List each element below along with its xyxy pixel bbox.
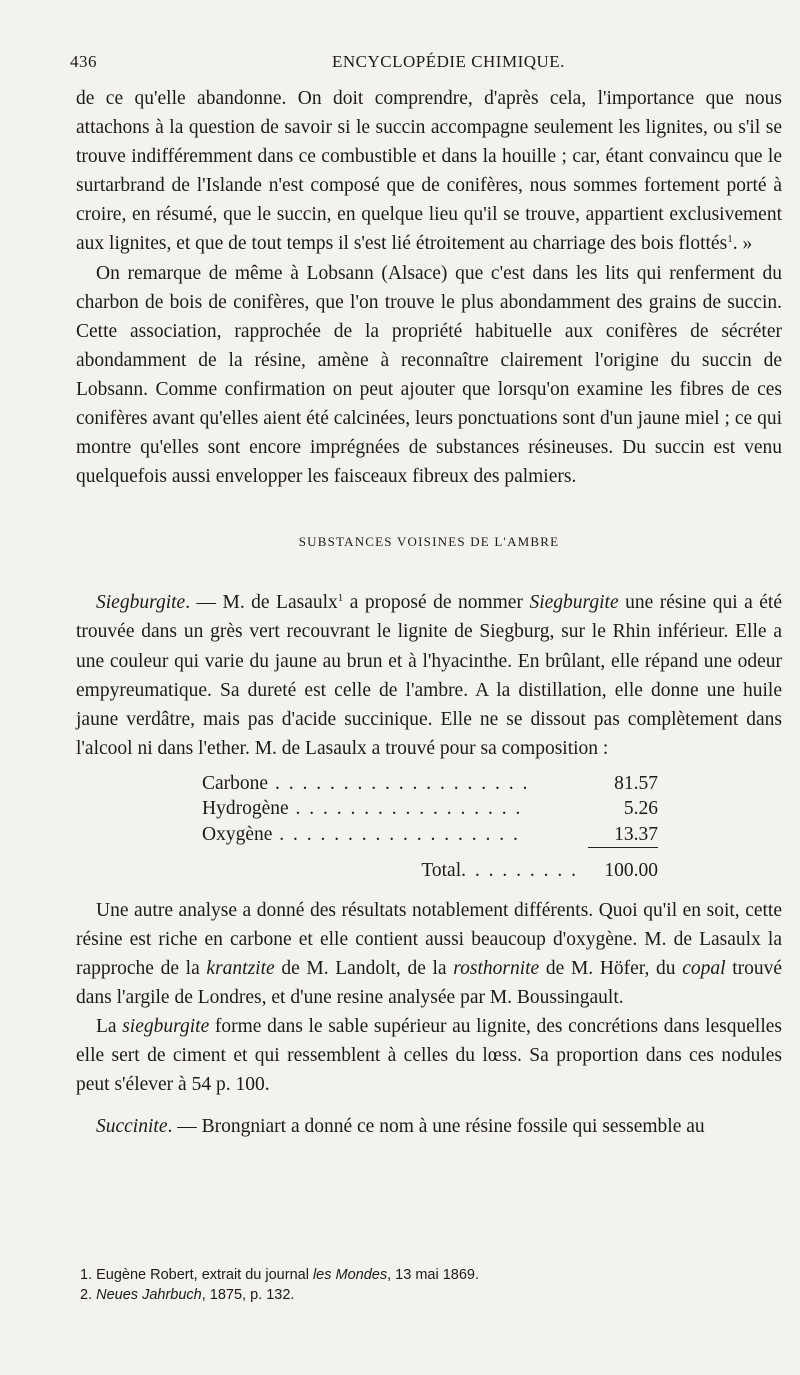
concretions-paragraph: La siegburgite forme dans le sable supérieur au lignite, des concrétions dans lesquelles elle sert de ciment et qui ressemblent à celles du lœss. Sa proportion dans ces nodules peut s'élever à 54 p. 100. (76, 1016, 782, 1096)
succinite-paragraph: Succinite. — Brongniart a donné ce nom à une résine fossile qui sessemble au (96, 1115, 705, 1137)
term-siegburgite: Siegburgite (96, 592, 186, 614)
element-value: 81.57 (614, 772, 658, 794)
footnotes (80, 1265, 780, 1305)
element-value: 13.37 (614, 823, 658, 845)
total-value: 100.00 (588, 848, 658, 884)
journal-title: ENCYCLOPÉDIE CHIMIQUE. (332, 52, 565, 71)
footnote-2: 2. Neues Jahrbuch, 1875, p. 132. (80, 1287, 295, 1303)
leader-dots: . . . . . . . . . . . . . . . . . . . (268, 772, 530, 794)
paragraph-2: On remarque de même à Lobsann (Alsace) que c'est dans les lits qui renferment du charbon de bois de conifères, que l'on trouve le plus abondamment des grains de succin. Cette association, rapprochée de la propriété habituelle aux conifères de sécréter abondamment de la résine, amène à reconnaître clairement l'origine du succin de Lobsann. Comme confirmation on peut ajouter que lorsqu'on examine les fibres de ces conifères avant qu'elles aient été calcinées, leurs ponctuations sont d'un jaune miel ; ce qui montre qu'elles sont encore imprégnées de substances résineuses. Du succin est venu quelquefois aussi envelopper les faisceaux fibreux des palmiers. (76, 262, 782, 488)
footnote-ref: 1 (727, 233, 733, 246)
siegburgite-paragraph: Siegburgite. — M. de Lasaulx$^1$ a proposé de nommer Siegburgite une résine qui a été trouvée dans un grès vert recouvrant le lignite de Siegburg, sur le Rhin inférieur. Elle a une couleur qui varie du jaune au brun et à l'hyacinthe. En brûlant, elle répand une odeur empyreumatique. Sa dureté est celle de l'ambre. A la distillation, elle donne une huile jaune verdâtre, mais pas d'acide succinique. Elle ne se dissout pas complètement dans l'alcool ni dans l'ether. M. de Lasaulx a trouvé pour sa composition : (76, 592, 782, 759)
element-value: 5.26 (623, 798, 658, 820)
page-number: 436 (70, 52, 97, 71)
leader-dots: . . . . . . . . . . . . . . . . . . (272, 824, 520, 846)
table-row (202, 822, 658, 848)
element-name: Carbone (202, 772, 269, 794)
total-label: Total (421, 860, 462, 882)
section-title: SUBSTANCES VOISINES DE L'AMBRE (298, 534, 560, 550)
leader-dots: . . . . . . . . . . . . . . . . . (288, 798, 523, 820)
footnote-ref: 1 (337, 592, 344, 605)
leader-dots: . . . . . . . . . (461, 860, 578, 882)
composition-table (202, 771, 658, 884)
table-row (202, 796, 658, 822)
term-succinite: Succinite (96, 1115, 168, 1137)
paragraph-1: de ce qu'elle abandonne. On doit comprendre, d'après cela, l'importance que nous attachons à la question de savoir si le succin accompagne seulement les lignites, ou s'il se trouve indifféremment dans ce combustible et dans la houille ; car, étant convaincu que le surtarbrand de l'Islande n'est composé que de conifères, nous sommes fortement porté à croire, en résumé, que le succin, en quelque lieu qu'il se trouve, appartient exclusivement aux lignites, et que de tout temps il s'est lié étroitement au charriage des bois flottés$^1$. » (76, 88, 782, 255)
footnote-1: 1. Eugène Robert, extrait du journal les Mondes, 13 mai 1869. (80, 1267, 480, 1283)
element-name: Hydrogène (202, 798, 289, 820)
total-row (202, 848, 658, 884)
analysis-paragraph: Une autre analyse a donné des résultats notablement différents. Quoi qu'il en soit, cette résine est riche en carbone et elle contient aussi beaucoup d'oxygène. M. de Lasaulx la rapproche de la krantzite de M. Landolt, de la rosthornite de M. Höfer, du copal trouvé dans l'argile de Londres, et d'une resine analysée par M. Boussingault. (76, 899, 783, 1009)
body-text (76, 84, 782, 1141)
table-row (202, 771, 658, 797)
element-name: Oxygène (202, 824, 273, 846)
